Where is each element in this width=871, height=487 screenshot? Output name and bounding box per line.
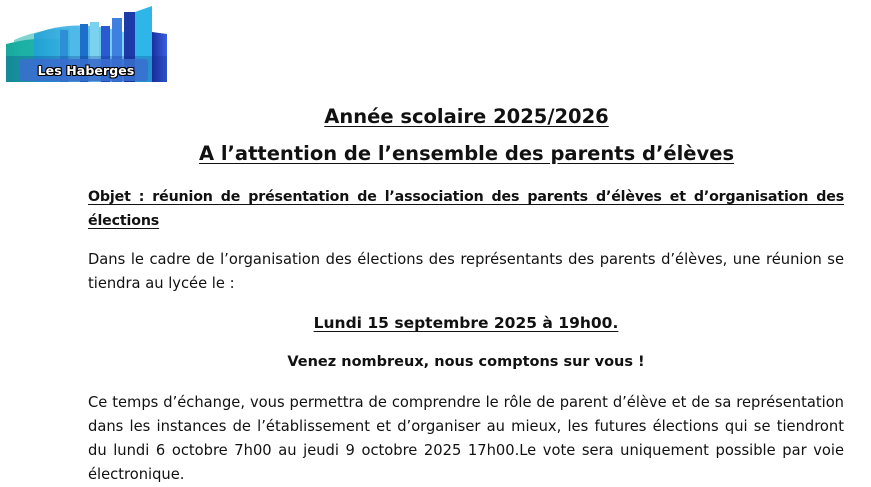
letter-details-paragraph: Ce temps d’échange, vous permettra de comprendre le rôle de parent d’élève et de sa représentation dans les instances de l’établissement et d’organiser au mieux, les futures élections qui se tiendront du lundi 6 octobre 7h00 au jeudi 9 octobre 2025 17h00.Le vote sera uniquement possible par voie électronique. [88, 394, 844, 483]
school-logo [4, 4, 170, 84]
letter-intro-paragraph: Dans le cadre de l’organisation des élections des représentants des parents d’élèves, une réunion se tiendra au lycée le : [88, 251, 844, 292]
title-audience: A l’attention de l’ensemble des parents d’élèves [198, 142, 735, 165]
call-to-action: Venez nombreux, nous comptons sur vous ! [287, 354, 645, 370]
title-school-year: Année scolaire 2025/2026 [324, 105, 609, 128]
meeting-date: Lundi 15 septembre 2025 à 19h00. [313, 314, 619, 332]
school-logo-text: Les Haberges [37, 63, 135, 78]
letter-subject: Objet : réunion de présentation de l’association des parents d’élèves et d’organisation des élections [88, 189, 844, 229]
